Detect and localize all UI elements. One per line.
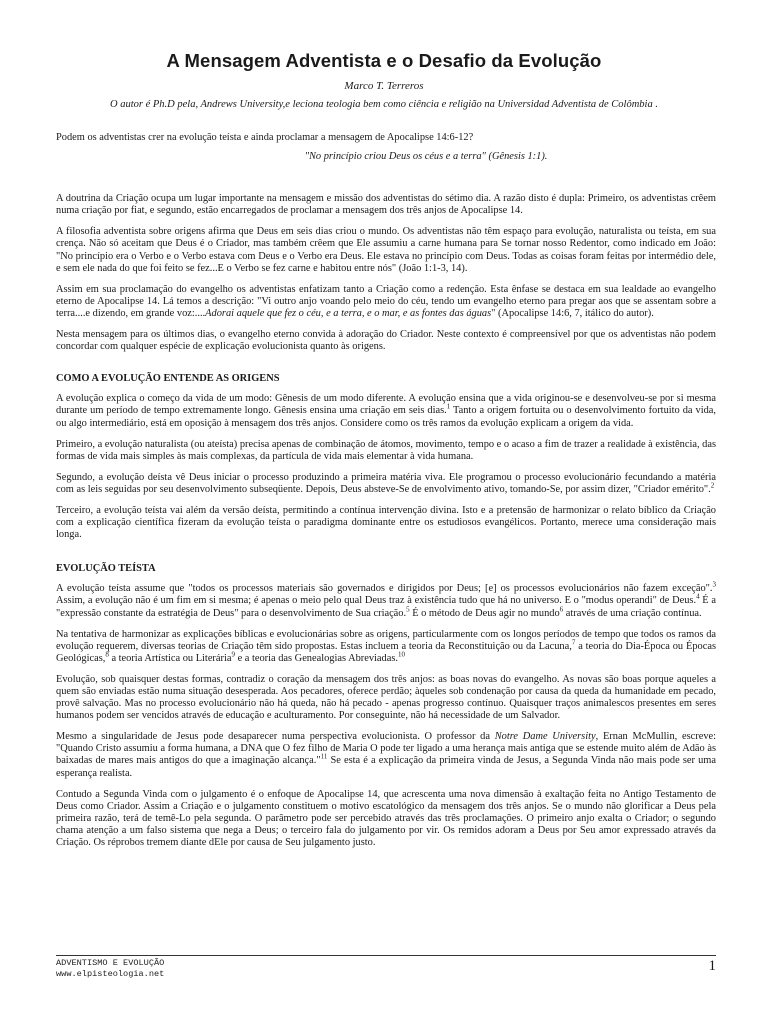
footnote-ref: 11	[320, 753, 328, 761]
paragraph: Contudo a Segunda Vinda com o julgamento é o enfoque de Apocalipse 14, que acrescenta uma nova dimensão à exaltação feita no Antigo Testamento de Deus como Criador. Assim a Criação e o julgamento constituem o motivo escatológico da mensagem dos três anjos. Se o mundo não glorificar a Deus pela primeira razão, terá de temê-Lo pela segunda. O parâmetro pode ser percebido através das três proclamações. O primeiro anjo exalta o Criador; o segundo chama atenção a um falso sistema que nega a Deus; o terceiro fala do julgamento por vir. Os remidos adoram a Deus por Seu amor expressado através da Criação. Os réprobos tremem diante dEle por causa de Seu julgamento justo.	[56, 788, 716, 849]
footnote-ref: 10	[397, 650, 405, 659]
text-run: Na tentativa de harmonizar as explicações bíblicas e evolucionárias sobre as origens, particularmente com os longos períodos de tempo que todos os ramos da evolução requerem, diversas teorias de Criação têm sido propostas. Estas incluem a teoria da Reconstituição ou da Lacuna,	[56, 628, 716, 652]
text-run: Assim em sua proclamação do evangelho os adventistas enfatizam tanto a Criação como a redenção. Esta ênfase se destaca em sua lealdade ao evangelho eterno de Apocalipse 14. Lá temos a descrição: "Vi outro anjo voando pelo meio do céu, tendo um evangelho eterno para pregar aos que se assentam sobre a terra....e dizendo, em grande voz:....	[56, 283, 716, 319]
author-affiliation: O autor é Ph.D pela, Andrews University,e leciona teologia bem como ciência e religião na Universidad Adventista de Colômbia .	[110, 99, 658, 110]
footnote-ref: 4	[696, 592, 700, 601]
paragraph	[56, 393, 716, 429]
text-run: É o método de Deus agir no mundo	[409, 607, 560, 619]
text-run: a teoria do Dia-Época ou Épocas Geológicas,	[56, 640, 716, 664]
paragraph	[56, 580, 716, 619]
footnote-ref: 8	[105, 650, 109, 659]
footnote-ref: 1	[446, 402, 451, 411]
intro-question: Podem os adventistas crer na evolução teísta e ainda proclamar a mensagem de Apocalipse 14:6-12?	[56, 132, 474, 143]
footer-divider	[56, 955, 716, 956]
italic-text: Notre Dame University	[494, 731, 596, 743]
text-run: e a teoria das Genealogias Abreviadas.	[234, 652, 398, 664]
footnote-ref: 9	[231, 650, 235, 659]
text-run: Mesmo a singularidade de Jesus pode desaparecer numa perspectiva evolucionista. O professor da	[56, 731, 495, 743]
text-run: a teoria Artística ou Literária	[108, 652, 232, 664]
footnote-ref: 5	[406, 605, 410, 614]
paragraph: Terceiro, a evolução teísta vai além da versão deísta, permitindo a contínua intervenção divina. Isto e a pretensão de harmonizar o relato bíblico da Criação com a explicação científica fizeram da evolução teísta o paradigma dominante entre os estudiosos evangélicos. Portanto, merece uma consideração mais longa.	[56, 504, 716, 541]
text-run: Tanto a origem fortuita ou o desenvolvimento fortuito da vida, ou algo intermediário, está em oposição à mensagem dos três anjos. Considere como os três ramos da evolução explicam a origem da vida.	[56, 405, 716, 429]
text-run: Segundo, a evolução deísta vê Deus iniciar o processo produzindo a primeira matéria viva. Ele programou o processo evolucionário fecundando a matéria com as leis seguidas por seu desenvolvimento subseqüente. Depois, Deus absteve-Se de envolvimento ativo, tomando-Se, por assim dizer, "Criador emérito".	[56, 471, 716, 495]
page-footer	[56, 958, 164, 980]
paragraph	[56, 284, 716, 320]
section-heading: COMO A EVOLUÇÃO ENTENDE AS ORIGENS	[56, 373, 280, 385]
paragraph: Evolução, sob quaisquer destas formas, contradiz o coração da mensagem dos três anjos: as boas novas do evangelho. As novas são boas porque aqueles a quem são enviadas estão numa situação desesperada. Aos pecadores, oferece perdão; àqueles sob condenação por causa da queda da humanidade em pecado, provê salvação. Mas no processo evolucionário não há queda, não há pecado - apenas progresso contínuo. Quaisquer traços animalescos presentes em seres humanos podem ser vencidos através de educação e aculturamento. Por conseguinte, não há necessidade de um Salvador.	[56, 673, 716, 722]
document-title: A Mensagem Adventista e o Desafio da Evolução	[166, 50, 602, 71]
paragraph	[56, 472, 716, 496]
paragraph: A doutrina da Criação ocupa um lugar importante na mensagem e missão dos adventistas do sétimo dia. A razão disto é dupla: Primeiro, os adventistas crêem numa criação por fiat, e segundo, estão encarregados de proclamar a mensagem dos três anjos de Apocalipse 14.	[56, 193, 716, 217]
text-run: Assim, a evolução não é um fim em si mesma; é apenas o meio pelo qual Deus traz à existência tudo que há no universo. E o "modus operandi" de Deus.	[56, 595, 697, 607]
paragraph: Primeiro, a evolução naturalista (ou ateísta) precisa apenas de combinação de átomos, movimento, tempo e o acaso a fim de trazer a realidade à existência, das formas de vida mais simples às mais complexas, da partícula de vida mais elementar à vida humana.	[56, 438, 716, 462]
footnote-ref: 3	[712, 580, 716, 589]
paragraph	[56, 731, 716, 779]
italic-quote: Adorai aquele que fez o céu, e a terra, e o mar, e as fontes das águas	[205, 307, 492, 319]
paragraph	[56, 629, 716, 665]
epigraph: "No princípio criou Deus os céus e a terra" (Gênesis 1:1).	[304, 151, 548, 163]
footer-title: ADVENTISMO E EVOLUÇÃO	[56, 958, 165, 968]
text-run: É a "expressão constante da estratégia de Deus" para o desenvolvimento de Sua criação.	[56, 595, 716, 619]
text-run: " (Apocalipse 14:6, 7, itálico do autor).	[491, 307, 654, 319]
text-run: através de uma criação contínua.	[563, 607, 702, 619]
document-body	[56, 132, 716, 858]
paragraph: Nesta mensagem para os últimos dias, o evangelho eterno convida à adoração do Criador. Neste contexto é compreensível por que os adventistas não podem concordar com qualquer espécie de explicação evolucionista quanto às origens.	[56, 329, 716, 353]
paragraph: A filosofia adventista sobre origens afirma que Deus em seis dias criou o mundo. Os adventistas não têm espaço para evolução, naturalista ou teísta, em sua crença. Não só aceitam que Deus é o Criador, mas também crêem que Ele assumiu a carne humana para Se tornar nosso Redentor, como indicado em João: "No princípio era o Verbo e o Verbo estava com Deus e o Verbo era Deus. Ele estava no princípio com Deus. Todas as coisas foram feitas por intermédio dele, e sem ele nada do que foi feito se fez...E o Verbo se fez carne e habitou entre nós" (João 1:1-3, 14).	[56, 226, 716, 274]
text-run: Se esta é a explicação da primeira vinda de Jesus, a Segunda Vinda não mais pode ser uma esperança realista.	[56, 755, 716, 779]
footnote-ref: 7	[571, 638, 576, 647]
section-heading: EVOLUÇÃO TEÍSTA	[56, 563, 156, 575]
text-run: A evolução teísta assume que "todos os processos materiais são governados e dirigidos por Deus; [e] os processos evolucionários não fazem exceção".	[56, 583, 713, 595]
footnote-ref: 6	[559, 605, 564, 614]
footer-url: www.elpisteologia.net	[56, 969, 165, 979]
footnote-ref: 2	[710, 481, 715, 490]
page-number: 1	[708, 958, 716, 974]
text-run: , Ernan McMullin, escreve: "Quando Cristo assumiu a forma humana, a DNA que O fez filho de Maria O pode ter ligado a uma herança mais antiga que se estende muito além de Adão às baixadas de mares mais antigos do que a imaginação alcança."	[56, 731, 717, 767]
text-run: A evolução explica o começo da vida de um modo: Gênesis de um modo diferente. A evolução ensina que a vida originou-se e desenvolveu-se por si mesma durante um período de tempo extremamente longo. Gênesis ensina uma criação em seis dias.	[56, 393, 716, 417]
author-name: Marco T. Terreros	[344, 80, 424, 92]
